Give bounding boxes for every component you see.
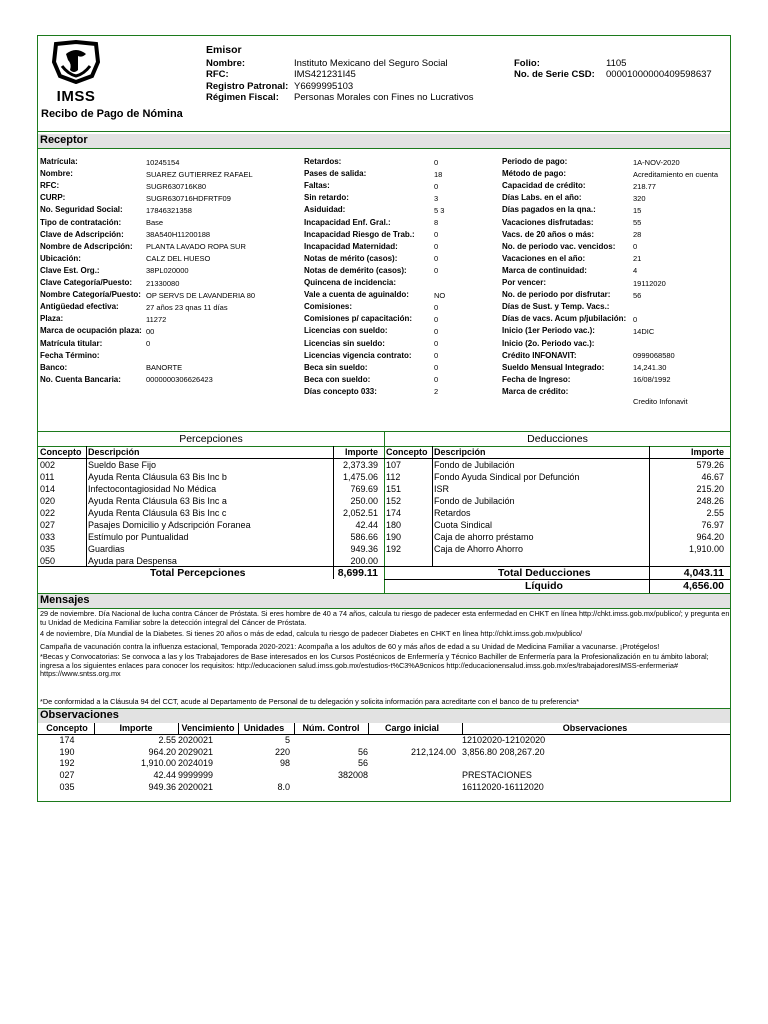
total-percepciones-label: Total Percepciones (150, 567, 246, 579)
percepciones-cell: 2,052.51 (342, 508, 378, 518)
observaciones-column-divider (178, 723, 179, 734)
observaciones-cell: 56 (357, 758, 368, 769)
emisor-field-value: Instituto Mexicano del Seguro Social (294, 58, 448, 69)
receptor-field-value: 0 (146, 339, 151, 348)
deducciones-cell: 46.67 (701, 472, 724, 482)
receptor-field-label: Notas de demérito (casos): (304, 265, 407, 275)
receptor-field-value: Base (146, 218, 164, 227)
percepciones-title: Percepciones (179, 433, 243, 445)
receptor-field-value: 14,241.30 (633, 363, 667, 373)
percepciones-cell: Estímulo por Puntualidad (88, 532, 189, 542)
table-column-divider (333, 446, 334, 566)
observaciones-cell: 2.55 (158, 735, 176, 745)
observaciones-row (38, 782, 730, 794)
deducciones-cell: Fondo de Jubilación (434, 496, 515, 506)
receptor-field-label: Días de vacs. Acum p/jubilación: (502, 314, 627, 324)
deducciones-cell: Cuota Sindical (434, 520, 493, 530)
receptor-field-label: CURP: (40, 193, 66, 203)
doc-title: Recibo de Pago de Nómina (41, 108, 183, 120)
receptor-field-label: Retardos: (304, 157, 342, 166)
receptor-field-label: Vacs. de 20 años o más: (502, 229, 595, 239)
receptor-field-label: Inicio (1er Periodo vac.): (502, 326, 595, 336)
receptor-field-value: 21330080 (146, 278, 180, 288)
receptor-field-label: Licencias con sueldo: (304, 326, 388, 336)
deducciones-cell: 152 (386, 496, 402, 506)
receptor-field-label: Faltas: (304, 181, 330, 191)
percepciones-cell: 035 (40, 544, 56, 554)
observaciones-cell: 220 (274, 746, 290, 757)
deducciones-row (384, 520, 730, 532)
receptor-field-label: Nombre Categoría/Puesto: (40, 290, 141, 300)
deducciones-title: Deducciones (527, 433, 588, 445)
receptor-field-value: 38PL020000 (146, 266, 189, 276)
observaciones-header-3: Unidades (243, 723, 285, 733)
emisor-field-value: Y6699995103 (294, 80, 354, 92)
deducciones-cell: 1,910.00 (688, 544, 724, 554)
payroll-receipt (37, 35, 731, 802)
percepciones-cell: Ayuda Renta Cláusula 63 Bis Inc b (88, 472, 227, 482)
observaciones-cell: 98 (279, 758, 290, 769)
percepciones-cell: Pasajes Domicilio y Adscripción Foranea (88, 520, 251, 530)
observaciones-cell: 12102020-12102020 (462, 735, 546, 745)
receptor-field-label: Vacaciones disfrutadas: (502, 217, 594, 227)
receptor-field-label: Plaza: (40, 314, 64, 324)
deducciones-cell: 192 (386, 544, 402, 554)
receptor-title: Receptor (40, 134, 88, 146)
emisor-field-label: Registro Patronal: (206, 80, 289, 92)
receptor-field-label: Marca de ocupación plaza: (40, 326, 142, 336)
percepciones-cell: 002 (40, 460, 56, 470)
percepciones-cell: 027 (40, 520, 56, 530)
receptor-field-label: Comisiones: (304, 302, 353, 312)
receptor-field-value: 0 (434, 266, 439, 276)
deducciones-row (384, 532, 730, 544)
percepciones-cell: 949.36 (350, 544, 378, 554)
receptor-field-label: Capacidad de crédito: (502, 181, 586, 191)
emisor-label: Emisor (206, 44, 242, 56)
receptor-field-label: No. de periodo por disfrutar: (502, 290, 611, 300)
receptor-field-value: 0 (434, 375, 439, 385)
receptor-field-value: CALZ DEL HUESO (146, 254, 211, 264)
receptor-field-label: Pases de salida: (304, 169, 367, 179)
receptor-field-label: Quincena de incidencia: (304, 278, 397, 287)
receptor-field-label: Licencias sin sueldo: (304, 338, 385, 348)
observaciones-cell: 2029021 (178, 746, 214, 757)
receptor-field-value: 18 (434, 169, 443, 179)
receptor-field-label: Ubicación: (40, 253, 81, 263)
observaciones-header-6: Observaciones (562, 723, 628, 733)
receptor-field-label: Nombre: (40, 169, 73, 179)
receptor-field-value: 28 (633, 230, 642, 240)
receptor-field-label: Antigüedad efectiva: (40, 302, 119, 312)
table-column-divider (432, 446, 433, 566)
totals-divider (38, 566, 730, 567)
observaciones-cell: 192 (59, 758, 75, 769)
percepciones-cell: Guardias (88, 544, 125, 554)
receptor-field-value: 0 (434, 157, 439, 167)
mensaje-item: Campaña de vacunación contra la influenza estacional, Temporada 2020-2021: Acompaña a los adultos de 60 y más años de edad a su Unidad de Medicina Familiar a vacunarse. ¡Protégelos! (40, 642, 660, 651)
receptor-field-label: Crédito INFONAVIT: (502, 350, 577, 360)
receptor-field-value: 320 (633, 193, 646, 203)
percepciones-cell: Ayuda Renta Cláusula 63 Bis Inc a (88, 496, 227, 506)
receptor-field-value: OP SERVS DE LAVANDERIA 80 (146, 290, 256, 300)
receptor-field-value: 218.77 (633, 181, 656, 191)
emisor-field-label: RFC: (206, 69, 229, 81)
deducciones-row (384, 472, 730, 484)
percepciones-cell: Ayuda para Despensa (88, 556, 177, 566)
observaciones-cell: 2020021 (178, 781, 214, 792)
observaciones-header-0: Concepto (46, 723, 88, 733)
percepciones-header-1: Descripción (88, 447, 140, 457)
percepciones-header-2: Importe (344, 447, 378, 457)
receptor-field-value: 4 (633, 266, 638, 276)
receptor-field-label: RFC: (40, 181, 60, 191)
receptor-field-value: 5 3 (434, 205, 445, 215)
percepciones-cell: 586.66 (350, 532, 378, 542)
receptor-field-label: Notas de mérito (casos): (304, 253, 398, 263)
observaciones-cell: 5 (284, 735, 290, 745)
emisor-right-value: 00001000000409598637 (606, 69, 712, 81)
observaciones-cell: 2024019 (178, 758, 214, 769)
receptor-field-label: Marca de crédito: (502, 386, 569, 396)
receptor-field-value: 0 (434, 363, 439, 373)
deducciones-cell: 964.20 (696, 532, 724, 542)
observaciones-cell: PRESTACIONES (462, 770, 532, 781)
receptor-field-value: 0 (633, 314, 638, 324)
mensaje-item: *Becas y Convocatorias: Se convoca a las y los Trabajadores de Base interesados en los Cursos Postécnicos de Enfermería y Técnico Bachiller de Enfermería para la Profesionalización en tu ámbito laboral; ingresa a los siguientes enlaces para conocer los requisitos: http://educacionen salud.imss.gob.mx/estudios-t%C3%A9cnicos http://educacionensalud.imss.gob.mx/es/trabajadoresIMSS-enfermeria# https://www.sntss.org.mx (40, 652, 709, 679)
receptor-field-value: 0 (434, 351, 439, 361)
mensajes-title: Mensajes (40, 594, 90, 606)
imss-wordmark: IMSS (56, 88, 96, 105)
deducciones-header-1: Descripción (434, 447, 486, 457)
observaciones-cell: 212,124.00 (410, 746, 456, 757)
observaciones-cell: 8.0 (277, 781, 290, 792)
receptor-field-value: 0 (434, 302, 439, 312)
deducciones-cell: Caja de ahorro préstamo (434, 532, 534, 542)
deducciones-cell: Fondo Ayuda Sindical por Defunción (434, 472, 580, 482)
percepciones-cell: 033 (40, 532, 56, 542)
observaciones-column-divider (368, 723, 369, 734)
receptor-field-value: 0 (633, 242, 638, 252)
receptor-field-value: 2 (434, 387, 439, 397)
observaciones-column-divider (294, 723, 295, 734)
observaciones-row (38, 770, 730, 782)
receptor-field-label: Matrícula titular: (40, 338, 103, 348)
observaciones-row (38, 735, 730, 747)
receptor-field-label: Clave Est. Org.: (40, 265, 100, 275)
observaciones-cell: 56 (357, 746, 368, 757)
receptor-field-value: 21 (633, 254, 642, 264)
receptor-field-label: Fecha Término: (40, 350, 100, 360)
emisor-right-label: No. de Serie CSD: (514, 69, 595, 81)
observaciones-column-divider (94, 723, 95, 734)
receptor-field-label: Inicio (2o. Periodo vac.): (502, 338, 595, 348)
receptor-field-value: 0 (434, 230, 439, 240)
percepciones-cell: Sueldo Base Fijo (88, 460, 157, 470)
receptor-field-label: Licencias vigencia contrato: (304, 350, 412, 360)
receptor-field-label: Tipo de contratación: (40, 217, 122, 227)
percepciones-header-0: Concepto (40, 447, 82, 457)
totals-column-divider (649, 566, 650, 593)
receptor-field-label: Beca con sueldo: (304, 374, 371, 384)
deducciones-cell: 190 (386, 532, 402, 542)
observaciones-cell: 9999999 (178, 770, 214, 781)
receptor-field-label: Días Labs. en el año: (502, 193, 582, 203)
observaciones-cell: 3,856.80 208,267.20 (462, 746, 545, 757)
receptor-field-value: 55 (633, 218, 642, 227)
deducciones-row (384, 544, 730, 556)
receptor-field-label: Días pagados en la qna.: (502, 205, 596, 215)
percepciones-cell: Ayuda Renta Cláusula 63 Bis Inc c (88, 508, 227, 518)
mensaje-item: 4 de noviembre, Día Mundial de la Diabetes. Si tienes 20 años o más de edad, calcula tu riesgo de padecer Diabetes en CHKT en línea http://chkt.imss.gob.mx/publico/ (40, 629, 583, 638)
receptor-field-value: PLANTA LAVADO ROPA SUR (146, 242, 246, 252)
observaciones-cell: 382008 (337, 770, 368, 781)
deducciones-cell: 215.20 (696, 484, 724, 494)
percepciones-cell: 050 (40, 556, 56, 566)
receptor-field-value: 0 (434, 254, 439, 264)
deducciones-cell: 174 (386, 508, 402, 518)
receptor-field-value: 0999068580 (633, 351, 675, 361)
total-deducciones-value: 4,043.11 (683, 567, 724, 579)
deducciones-row (384, 496, 730, 508)
receptor-field-value: 17846321358 (146, 205, 192, 215)
receptor-field-value: 0 (434, 326, 439, 336)
observaciones-cell: 42.44 (153, 770, 176, 781)
receptor-field-label: Beca sin sueldo: (304, 362, 368, 372)
liquido-value: 4,656.00 (683, 580, 724, 592)
receptor-field-label: Sueldo Mensual Integrado: (502, 362, 605, 372)
receptor-field-value: 16/08/1992 (633, 375, 671, 385)
deducciones-cell: 180 (386, 520, 402, 530)
receptor-field-label: Banco: (40, 362, 68, 372)
receptor-field-label: No. de periodo vac. vencidos: (502, 241, 616, 251)
deducciones-row (384, 508, 730, 520)
observaciones-header-4: Núm. Control (302, 723, 360, 733)
deducciones-header-2: Importe (690, 447, 724, 457)
deducciones-cell: Caja de Ahorro Ahorro (434, 544, 524, 554)
receptor-field-value: 0 (434, 339, 439, 348)
emisor-field-label: Régimen Fiscal: (206, 91, 279, 103)
observaciones-cell: 027 (59, 770, 75, 781)
receptor-field-label: Asiduidad: (304, 205, 346, 215)
percepciones-cell: 769.69 (350, 484, 378, 494)
deducciones-cell: Retardos (434, 508, 471, 518)
percepciones-cell: 011 (40, 472, 55, 482)
observaciones-cell: 1,910.00 (140, 758, 176, 769)
receptor-field-label: No. Cuenta Bancaria: (40, 374, 121, 384)
receptor-field-value: 0 (434, 181, 439, 191)
totals-column-divider (333, 566, 334, 579)
deducciones-cell: Fondo de Jubilación (434, 460, 515, 470)
receptor-field-value: 00 (146, 326, 155, 336)
deducciones-header-0: Concepto (386, 447, 428, 457)
observaciones-header-2: Vencimiento (181, 723, 235, 733)
observaciones-row (38, 758, 730, 770)
observaciones-header-5: Cargo inicial (384, 723, 439, 733)
receptor-field-value: 19112020 (633, 278, 666, 288)
receptor-field-label: Incapacidad Enf. Gral.: (304, 217, 391, 227)
deducciones-row (384, 484, 730, 496)
receptor-field-value: NO (434, 290, 446, 300)
observaciones-cell: 16112020-16112020 (462, 781, 544, 792)
percepciones-cell: 250.00 (350, 496, 378, 506)
percepciones-cell: 42.44 (355, 520, 378, 530)
table-divider (38, 458, 730, 459)
observaciones-cell: 2020021 (178, 735, 214, 745)
table-column-divider (86, 446, 87, 566)
receptor-field-label: Vale a cuenta de aguinaldo: (304, 290, 409, 300)
percepciones-cell: 020 (40, 496, 56, 506)
receptor-field-label: Marca de continuidad: (502, 265, 587, 275)
percepciones-cell: 1,475.06 (342, 472, 378, 482)
observaciones-cell: 035 (59, 781, 75, 792)
receptor-field-value: 11272 (146, 314, 167, 324)
receptor-field-value: SUAREZ GUTIERREZ RAFAEL (146, 169, 253, 179)
observaciones-cell: 949.36 (148, 781, 176, 792)
percepciones-cell: 022 (40, 508, 56, 518)
mensajes-bar (38, 594, 730, 608)
mensaje-item: *De conformidad a la Cláusula 94 del CCT, acude al Departamento de Personal de tu delegación y solicita información para acreditarte con el banco de tu preferencia* (40, 697, 580, 706)
deducciones-cell: 76.97 (701, 520, 724, 530)
receptor-field-value: 3 (434, 193, 439, 203)
table-column-divider (649, 446, 650, 566)
receptor-field-label: Vacaciones en el año: (502, 253, 586, 263)
observaciones-cell: 190 (59, 746, 75, 757)
receptor-field-value: BANORTE (146, 363, 183, 373)
total-percepciones-value: 8,699.11 (337, 567, 378, 579)
receptor-field-label: Fecha de Ingreso: (502, 374, 571, 384)
receptor-field-label: Periodo de pago: (502, 157, 568, 166)
observaciones-column-divider (238, 723, 239, 734)
receptor-field-value: 8 (434, 218, 439, 227)
receptor-field-label: Sin retardo: (304, 193, 349, 203)
receptor-field-value: 0 (434, 242, 439, 252)
observaciones-column-divider (462, 723, 463, 734)
emisor-field-value: IMS421231I45 (294, 69, 356, 81)
percepciones-cell: Infectocontagiosidad No Médica (88, 484, 217, 494)
credit-note: Credito Infonavit (633, 397, 688, 406)
receptor-field-label: No. Seguridad Social: (40, 205, 123, 215)
percepciones-cell: 2,373.39 (342, 460, 378, 470)
receptor-field-label: Nombre de Adscripción: (40, 241, 133, 251)
observaciones-bar (38, 709, 730, 723)
receptor-field-value: 56 (633, 290, 642, 300)
observaciones-header-1: Importe (119, 723, 153, 733)
deducciones-cell: ISR (434, 484, 450, 494)
emisor-field-label: Nombre: (206, 58, 246, 69)
observaciones-title: Observaciones (40, 709, 119, 721)
receptor-field-label: Método de pago: (502, 169, 566, 179)
observaciones-cell: 174 (59, 735, 75, 745)
receptor-field-label: Por vencer: (502, 278, 547, 287)
emisor-field-value: Personas Morales con Fines no Lucrativos (294, 91, 474, 103)
receptor-field-label: Matrícula: (40, 157, 78, 166)
receptor-field-value: SUGR630716K80 (146, 181, 207, 191)
receptor-field-label: Incapacidad Maternidad: (304, 241, 398, 251)
deducciones-row (384, 460, 730, 472)
receptor-field-value: 10245154 (146, 157, 180, 167)
receptor-field-value: 14DIC (633, 326, 655, 336)
receptor-field-label: Incapacidad Riesgo de Trab.: (304, 229, 415, 239)
observaciones-cell: 964.20 (148, 746, 176, 757)
deducciones-cell: 248.26 (696, 496, 724, 506)
observaciones-row (38, 747, 730, 759)
deducciones-cell: 107 (386, 460, 402, 470)
receptor-field-value: 0000000306626423 (146, 375, 213, 385)
percepciones-cell: 200.00 (350, 556, 378, 566)
receptor-field-label: Clave Categoría/Puesto: (40, 278, 133, 287)
total-deducciones-label: Total Deducciones (498, 567, 591, 579)
receptor-field-label: Clave de Adscripción: (40, 229, 124, 239)
receptor-field-value: 38A540H11200188 (146, 230, 211, 240)
receptor-field-value: Acreditamiento en cuenta (633, 169, 719, 179)
liquido-label: Líquido (525, 580, 563, 592)
receptor-field-value: 15 (633, 205, 642, 215)
receptor-field-value: 27 años 23 qnas 11 días (146, 302, 228, 312)
receptor-field-value: 1A-NOV-2020 (633, 157, 680, 167)
receptor-field-label: Días de Sust. y Temp. Vacs.: (502, 302, 610, 312)
emisor-right-value: 1105 (606, 58, 627, 69)
deducciones-cell: 151 (386, 484, 402, 494)
percepciones-cell: 014 (40, 484, 56, 494)
deducciones-cell: 2.55 (706, 508, 724, 518)
deducciones-cell: 112 (386, 472, 401, 482)
mensaje-item: 29 de noviembre. Día Nacional de lucha contra Cáncer de Próstata. Si eres hombre de 40 a 74 años, calcula tu riesgo de padecer esta enfermedad en CHKT en línea http://chkt.imss.gob.mx/publico/; y pregunta en tu Unidad de Medicina Familiar sobre la detección integral del Cáncer de Próstata. (40, 609, 730, 627)
receptor-field-label: Días concepto 033: (304, 386, 377, 396)
receptor-field-label: Comisiones p/ capacitación: (304, 314, 413, 324)
deducciones-cell: 579.26 (696, 460, 724, 470)
receptor-field-value: SUGR630716HDFRTF09 (146, 193, 231, 203)
emisor-right-label: Folio: (514, 58, 540, 69)
receptor-field-value: 0 (434, 314, 439, 324)
